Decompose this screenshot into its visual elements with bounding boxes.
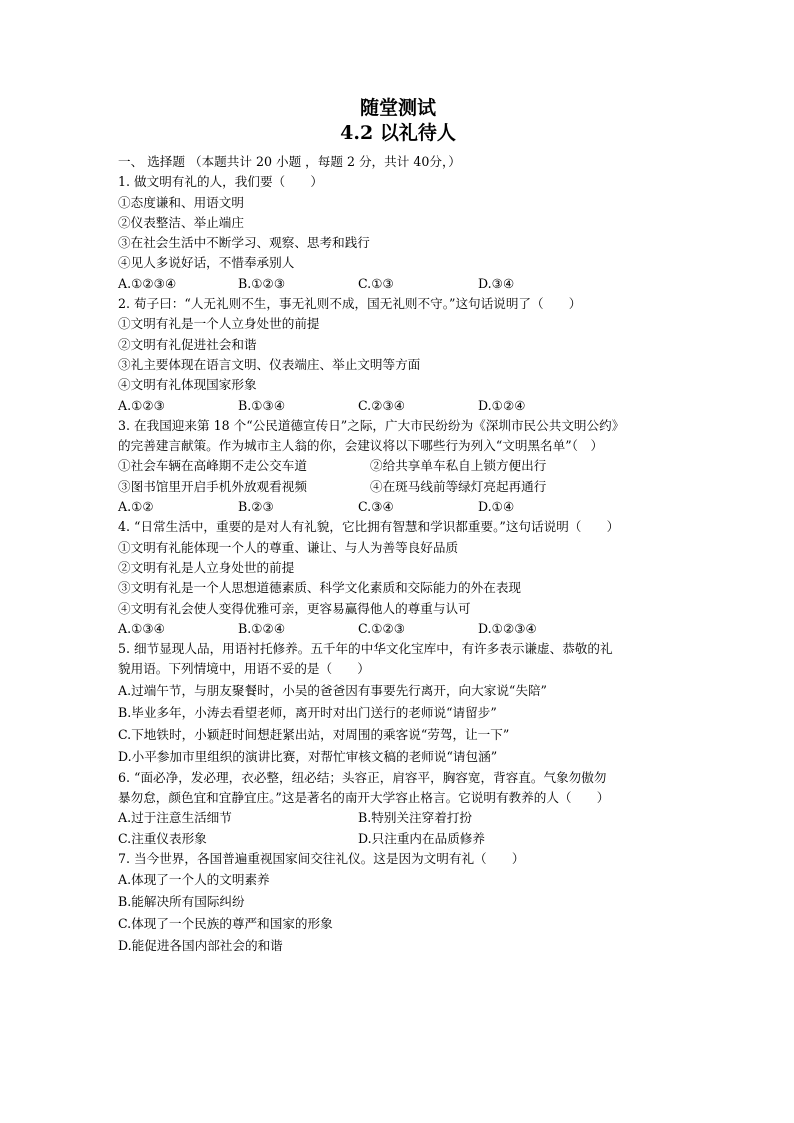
option-a: A.①②③ (118, 397, 165, 413)
statement: ②文明有礼是人立身处世的前提 (118, 559, 295, 575)
option-d: D.①④ (478, 499, 515, 515)
statement: ①态度谦和、用语文明 (118, 194, 244, 210)
option-a: A.过于注意生活细节 (118, 810, 232, 826)
exam-page (118, 96, 678, 957)
question-stem: 5. 细节显现人品，用语衬托修养。五千年的中华文化宝库中，有许多表示谦虚、恭敬的礼 (118, 641, 613, 657)
statement: ②仪表整洁、举止端庄 (118, 214, 244, 230)
answer-options (118, 497, 678, 517)
statement-pair (118, 477, 678, 497)
statement: ③图书馆里开启手机外放观看视频 (118, 478, 307, 494)
question-stem: 4. “日常生活中，重要的是对人有礼貌，它比拥有智慧和学识都重要。”这句话说明（ ） (118, 519, 620, 535)
statement-pair (118, 456, 678, 476)
option-b: B.特别关注穿着打扮 (358, 810, 473, 826)
question-2 (118, 294, 678, 416)
page-subtitle: 4.2 以礼待人 (340, 122, 456, 144)
question-stem: 6. “面必净，发必理，衣必整，纽必结；头容正，肩容平，胸容宽，背容直。气象勿傲勿 (118, 769, 607, 785)
question-stem: 7. 当今世界，各国普遍重视国家间交往礼仪。这是因为文明有礼（ ） (118, 850, 525, 866)
statement: ③文明有礼是一个人思想道德素质、科学文化素质和交际能力的外在表现 (118, 580, 521, 596)
statement: ④在斑马线前等绿灯亮起再通行 (370, 478, 547, 494)
answer-options (118, 274, 678, 294)
statement: ④文明有礼会使人变得优雅可亲，更容易赢得他人的尊重与认可 (118, 600, 471, 616)
option-c: C.①③ (358, 275, 394, 291)
option-b: B.①③④ (238, 397, 286, 413)
statement: ②文明有礼促进社会和谐 (118, 336, 257, 352)
question-stem: 2. 荀子曰：“人无礼则不生，事无礼则不成，国无礼则不守。”这句话说明了（ ） (118, 296, 582, 312)
option-d: D.能促进各国内部社会的和谐 (118, 938, 283, 954)
option-c: C.体现了一个民族的尊严和国家的形象 (118, 916, 333, 932)
option-b: B.毕业多年，小涛去看望老师，离开时对出门送行的老师说“请留步” (118, 704, 497, 720)
statement: ④文明有礼体现国家形象 (118, 377, 257, 393)
option-a: A.体现了一个人的文明素养 (118, 872, 270, 888)
option-a: A.①②③④ (118, 275, 177, 291)
question-6 (118, 768, 678, 849)
option-d: D.①②③④ (478, 620, 537, 636)
statement: ①文明有礼能体现一个人的尊重、谦让、与人为善等良好品质 (118, 539, 459, 555)
question-stem-cont: 貌用语。下列情境中，用语不妥的是（ ） (118, 661, 370, 677)
question-4 (118, 517, 678, 639)
statement: ①文明有礼是一个人立身处世的前提 (118, 316, 320, 332)
option-c: C.③④ (358, 499, 394, 515)
option-b: B.①②③ (238, 275, 286, 291)
option-b: B.②③ (238, 499, 274, 515)
statement: ①社会车辆在高峰期不走公交车道 (118, 458, 307, 474)
option-c: C.注重仪表形象 (118, 830, 207, 846)
statement: ④见人多说好话，不惜奉承别人 (118, 255, 295, 271)
answer-options (118, 396, 678, 416)
statement: ③礼主要体现在语言文明、仪表端庄、举止文明等方面 (118, 356, 421, 372)
option-d: D.①②④ (478, 397, 526, 413)
option-c: C.①②③ (358, 620, 406, 636)
question-1 (118, 172, 678, 294)
question-7 (118, 849, 678, 957)
option-d: D.③④ (478, 275, 515, 291)
statement: ③在社会生活中不断学习、观察、思考和践行 (118, 235, 370, 251)
option-d: D.小平参加市里组织的演讲比赛，对帮忙审核文稿的老师说“请包涵” (118, 748, 498, 764)
answer-options (118, 808, 678, 828)
question-5 (118, 639, 678, 768)
option-b: B.能解决所有国际纠纷 (118, 894, 245, 910)
option-a: A.过端午节，与朋友聚餐时，小吴的爸爸因有事要先行离开，向大家说“失陪” (118, 682, 547, 698)
answer-options (118, 829, 678, 849)
question-stem-cont: 暴勿怠，颜色宜和宜静宜庄。”这是著名的南开大学容止格言。它说明有教养的人（ ） (118, 790, 610, 806)
page-title: 随堂测试 (359, 97, 436, 119)
answer-options (118, 619, 678, 639)
question-stem-cont: 的完善建言献策。作为城市主人翁的你，会建议将以下哪些行为列入“文明黑名单”（ ） (118, 438, 604, 454)
option-d: D.只注重内在品质修养 (358, 830, 485, 846)
question-3 (118, 416, 678, 517)
option-b: B.①②④ (238, 620, 286, 636)
question-stem: 3. 在我国迎来第 18 个“公民道德宣传日”之际，广大市民纷纷为《深圳市民公共文明公约》 (118, 417, 625, 433)
statement: ②给共享单车私自上锁方便出行 (370, 458, 547, 474)
option-c: C.下地铁时，小颖赶时间想赶紧出站，对周围的乘客说“劳驾，让一下” (118, 726, 510, 742)
question-stem: 1. 做文明有礼的人，我们要（ ） (118, 174, 323, 190)
option-c: C.②③④ (358, 397, 406, 413)
option-a: A.①② (118, 499, 154, 515)
option-a: A.①③④ (118, 620, 165, 636)
section-heading: 一、 选择题 （本题共计 20 小题 ，每题 2 分，共计 40分，） (118, 154, 461, 169)
